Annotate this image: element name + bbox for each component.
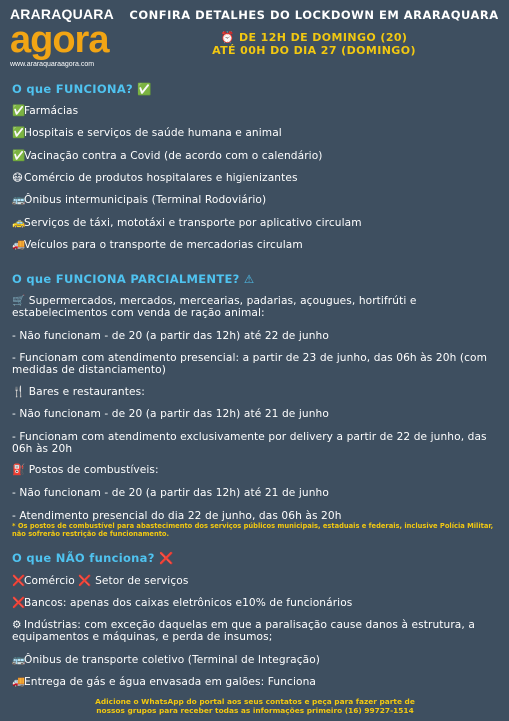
list-item-text: Comércio de produtos hospitalares e higienizantes xyxy=(24,172,298,184)
cross-icon: ❌ xyxy=(12,597,26,609)
truck-icon: 🚚 xyxy=(12,239,26,251)
list-item-text: Vacinação contra a Covid (de acordo com o calendário) xyxy=(24,150,323,162)
postos-item: ⛽ Postos de combustíveis: xyxy=(12,464,159,476)
list-item xyxy=(12,127,500,139)
bus-icon: 🚌 xyxy=(12,654,26,666)
list-item-text: Hospitais e serviços de saúde humana e animal xyxy=(24,127,282,139)
check-icon: ✅ xyxy=(12,127,26,139)
postos-open: - Atendimento presencial do dia 22 de junho, das 06h às 20h xyxy=(12,510,342,522)
list-item xyxy=(12,239,500,251)
list-item-text: Comércio ❌ Setor de serviços xyxy=(24,575,189,587)
logo-main-text: agora xyxy=(10,19,109,61)
footer-line-1: Adicione o WhatsApp do portal aos seus contatos e peça para fazer parte de xyxy=(95,697,415,706)
supermercados-open: - Funcionam com atendimento presencial: a partir de 23 de junho, das 06h às 20h (com medidas de distanciamento) xyxy=(12,352,488,376)
bares-delivery: - Funcionam com atendimento exclusivamente por delivery a partir de 22 de junho, das 06h às 20h xyxy=(12,431,487,455)
list-item xyxy=(12,575,500,587)
check-icon: ✅ xyxy=(12,105,26,117)
taxi-icon: 🚕 xyxy=(12,217,26,229)
list-item-text: Serviços de táxi, mototáxi e transporte por aplicativo circulam xyxy=(24,217,362,229)
list-item xyxy=(12,619,500,643)
list-item-text: Ônibus intermunicipais (Terminal Rodoviário) xyxy=(24,194,267,206)
lockdown-period xyxy=(126,31,502,57)
bus-icon: 🚌 xyxy=(12,194,26,206)
lockdown-end: ATÉ 00H DO DIA 27 (DOMINGO) xyxy=(212,44,416,57)
section-title-funciona: O que FUNCIONA? ✅ xyxy=(12,82,152,96)
logo-top-text: ARARAQUARA xyxy=(10,6,114,22)
page-title: CONFIRA DETALHES DO LOCKDOWN EM ARARAQUARA xyxy=(129,8,499,22)
lockdown-start: ⏰ DE 12H DE DOMINGO (20) xyxy=(220,31,408,44)
list-item-text: Veículos para o transporte de mercadorias circulam xyxy=(24,239,303,251)
mask-face-icon: 😷 xyxy=(12,172,24,184)
list-item xyxy=(12,217,500,229)
list-item-text: Ônibus de transporte coletivo (Terminal de Integração) xyxy=(24,654,321,666)
list-item-text: Bancos: apenas dos caixas eletrônicos e10% de funcionários xyxy=(24,597,353,609)
supermercados-item: 🛒 Supermercados, mercados, mercearias, padarias, açougues, hortifrúti e estabelecimentos com venda de ração animal: xyxy=(12,295,417,319)
site-logo[interactable] xyxy=(10,6,114,70)
list-item xyxy=(12,597,500,609)
gear-icon: ⚙ xyxy=(12,619,22,631)
list-item xyxy=(12,194,500,206)
bares-closed: - Não funcionam - de 20 (a partir das 12h) até 21 de junho xyxy=(12,408,329,420)
logo-url-text: www.araraquaraagora.com xyxy=(10,61,95,68)
list-item xyxy=(12,150,500,162)
cross-icon: ❌ xyxy=(12,575,26,587)
section-title-parcial: O que FUNCIONA PARCIALMENTE? ⚠ xyxy=(12,272,255,286)
list-item-text: Indústrias: com exceção daquelas em que a paralisação cause danos à estrutura, a equipamentos e máquinas, e perda de insumos; xyxy=(12,619,475,643)
list-item-text: Farmácias xyxy=(24,105,79,117)
postos-note: * Os postos de combustível para abastecimento dos serviços públicos municipais, estaduais e federais, inclusive Polícia Militar, não sofrerão restrição de funcionamento. xyxy=(12,522,494,538)
footer-line-2: nossos grupos para receber todas as informações primeiro (16) 99727-1514 xyxy=(96,706,414,715)
list-item xyxy=(12,172,500,184)
truck-icon: 🚚 xyxy=(12,676,26,688)
supermercados-closed: - Não funcionam - de 20 (a partir das 12h) até 22 de junho xyxy=(12,330,329,342)
whatsapp-footer xyxy=(30,697,480,715)
bares-item: 🍴 Bares e restaurantes: xyxy=(12,386,145,398)
list-item xyxy=(12,676,500,688)
list-item-text: Entrega de gás e água envasada em galões: Funciona xyxy=(24,676,316,688)
syringe-icon: ✅ xyxy=(12,150,26,162)
postos-closed: - Não funcionam - de 20 (a partir das 12h) até 21 de junho xyxy=(12,487,329,499)
section-title-nao-funciona: O que NÃO funciona? ❌ xyxy=(12,551,174,565)
list-item xyxy=(12,105,500,117)
list-item xyxy=(12,654,500,666)
